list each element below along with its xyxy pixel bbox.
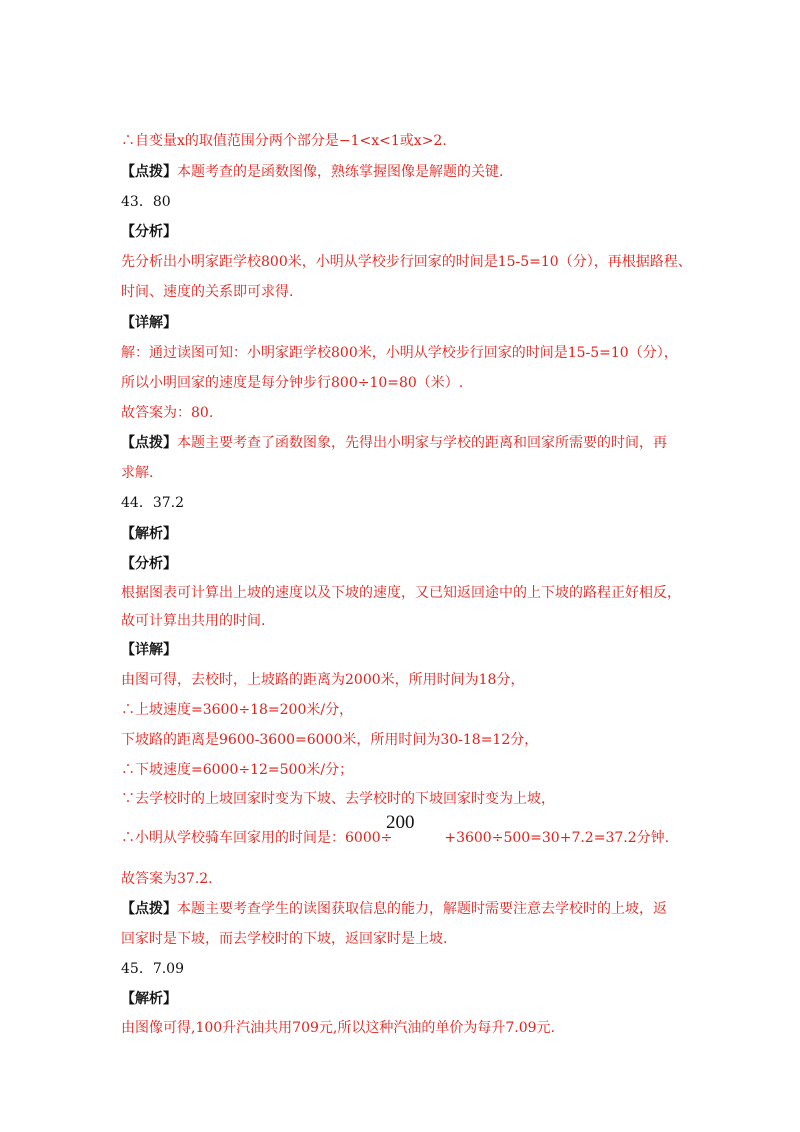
section-tag: 【详解】 [121,315,177,331]
text-line [121,163,503,181]
text-span: 本题主要考查学生的读图获取信息的能力，解题时需要注意去学校时的上坡，返 [177,901,667,917]
text-line [121,900,667,918]
text-line: 所以小明回家的速度是每分钟步行800÷10=80（米）. [121,375,464,391]
section-tag: 【解析】 [121,526,177,542]
text-line: ∴自变量x的取值范围分两个部分是−1<x<1或x>2. [121,133,447,149]
text-line: ∴下坡速度=6000÷12=500米/分； [121,762,354,778]
text-line: 根据图表可计算出上坡的速度以及下坡的速度，又已知返回途中的上下坡的路程正好相反， [121,585,681,601]
section-tag: 【详解】 [121,642,177,658]
question-number: 44．37.2 [121,495,184,511]
text-line: 由图像可得,100升汽油共用709元,所以这种汽油的单价为每升7.09元. [121,1020,555,1036]
text-line: 故可计算出共用的时间. [121,613,266,629]
text-line: 求解. [121,465,154,481]
section-tag: 【点拨】 [121,435,177,451]
text-line: 故答案为37.2. [121,871,213,887]
text-span: ∴小明从学校骑车回家用的时间是：6000÷ [121,830,393,846]
question-number: 43．80 [121,194,171,210]
text-line: 下坡路的距离是9600-3600=6000米，所用时间为30-18=12分， [121,732,539,748]
text-line: ∵去学校时的上坡回家时变为下坡、去学校时的下坡回家时变为上坡， [121,791,555,807]
section-tag: 【点拨】 [121,901,177,917]
text-span: 本题主要考查了函数图象，先得出小明家与学校的距离和回家所需要的时间，再 [177,435,667,451]
text-line: 先分析出小明家距学校800米，小明从学校步行回家的时间是15-5=10（分），再根据路程、 [121,254,692,270]
text-line: 回家时是下坡，而去学校时的下坡，返回家时是上坡. [121,931,448,947]
section-tag: 【解析】 [121,991,177,1007]
text-line: ∴上坡速度=3600÷18=200米/分， [121,702,354,718]
text-line: 时间、速度的关系即可求得. [121,284,294,300]
text-line: 故答案为：80. [121,405,214,421]
fraction-numerator: 200 [386,812,415,833]
text-line: 由图可得，去校时，上坡路的距离为2000米，所用时间为18分， [121,672,525,688]
section-tag: 【分析】 [121,556,177,572]
text-span: +3600÷500=30+7.2=37.2分钟. [444,830,670,846]
text-line: 解：通过读图可知：小明家距学校800米，小明从学校步行回家的时间是15-5=10（分）， [121,345,678,361]
section-tag: 【点拨】 [121,164,177,180]
text-line [121,434,667,452]
text-span: 本题考查的是函数图像，熟练掌握图像是解题的关键. [177,164,504,180]
question-number: 45．7.09 [121,961,184,977]
section-tag: 【分析】 [121,224,177,240]
